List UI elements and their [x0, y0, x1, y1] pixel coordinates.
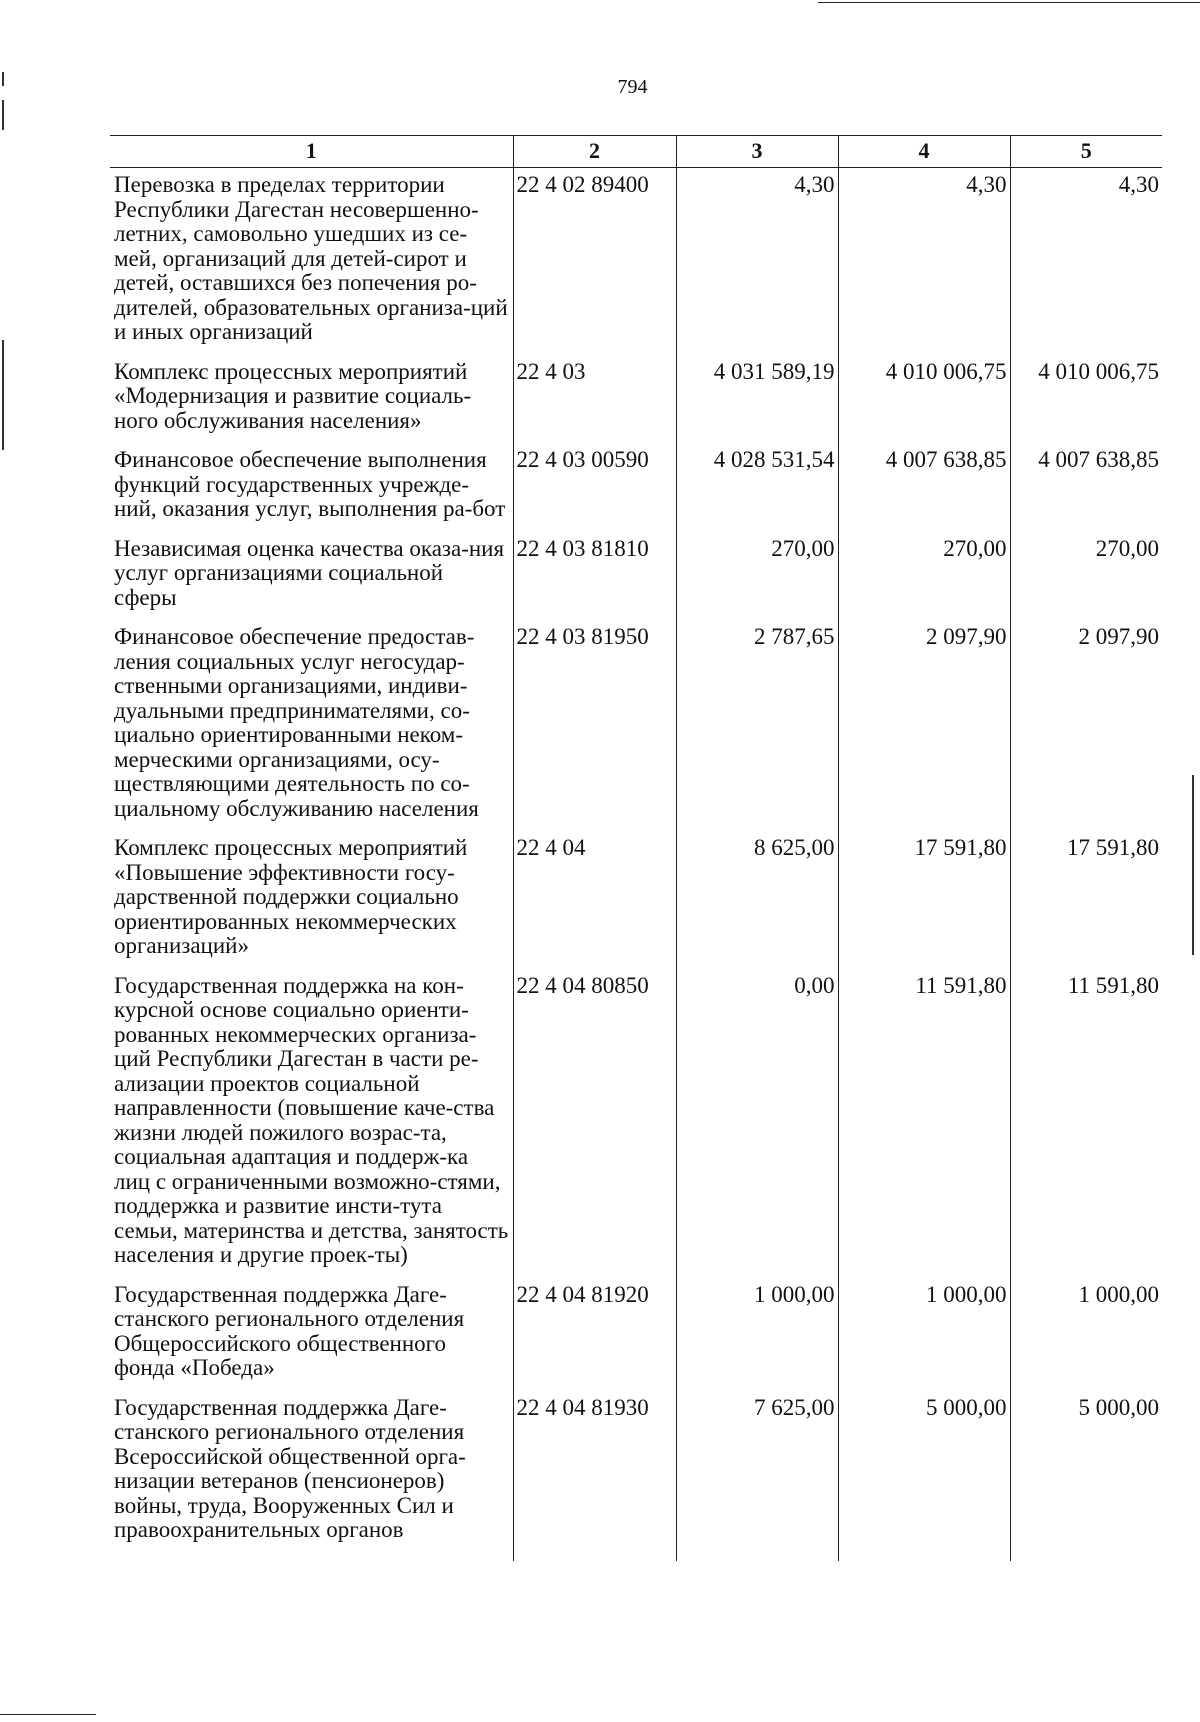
row-value-col5: 11 591,80 — [1010, 969, 1162, 1278]
row-value-col3: 270,00 — [676, 532, 838, 621]
row-name-cell: Государственная поддержка Даге-станского регионального отделения Всероссийской общественной орга-низации ветеранов (пенсионеров) войны, труда, Вооруженных Сил и правоохранительных органов — [114, 1394, 466, 1542]
row-name-cell: Государственная поддержка Даге-станского регионального отделения Общероссийского общественного фонда «Победа» — [114, 1281, 465, 1380]
row-value-col5: 2 097,90 — [1010, 620, 1162, 831]
row-value-col4: 270,00 — [838, 532, 1010, 621]
page-number: 794 — [617, 76, 648, 98]
table-row — [110, 532, 1162, 621]
row-value-col5: 17 591,80 — [1010, 831, 1162, 969]
row-value-col4: 2 097,90 — [838, 620, 1010, 831]
scan-edge-line-top — [818, 2, 1200, 3]
scan-edge-line-bottom — [0, 1714, 96, 1715]
scan-margin-mark — [2, 100, 4, 130]
row-value-col4: 4 007 638,85 — [838, 443, 1010, 532]
scan-margin-mark — [1192, 775, 1194, 955]
row-code-cell: 22 4 03 00590 — [513, 443, 676, 532]
row-code-cell: 22 4 04 81920 — [513, 1278, 676, 1391]
row-code-cell: 22 4 03 81810 — [513, 532, 676, 621]
column-header-3: 3 — [676, 136, 838, 168]
table-row — [110, 969, 1162, 1278]
row-name-cell: Независимая оценка качества оказа-ния услуг организациями социальной сферы — [114, 535, 505, 610]
row-code-cell: 22 4 04 80850 — [513, 969, 676, 1278]
row-value-col4: 4 010 006,75 — [838, 355, 1010, 444]
row-value-col3: 8 625,00 — [676, 831, 838, 969]
table-row — [110, 1391, 1162, 1561]
row-value-col3: 4,30 — [676, 168, 838, 355]
row-name-cell: Финансовое обеспечение предостав-ления социальных услуг негосудар-ственными организациями, индиви-дуальными предпринимателями, со-циально ориентированными неком-мерческими организациями, осу-ществляющими деятельность по со-циальному обслуживанию населения — [114, 624, 479, 821]
row-value-col3: 4 028 531,54 — [676, 443, 838, 532]
row-value-col3: 0,00 — [676, 969, 838, 1278]
table-row — [110, 831, 1162, 969]
row-name-cell: Финансовое обеспечение выполнения функций государственных учрежде-ний, оказания услуг, выполнения ра-бот — [114, 447, 506, 521]
row-value-col5: 4 010 006,75 — [1010, 355, 1162, 444]
column-header-2: 2 — [513, 136, 676, 168]
table-row — [110, 443, 1162, 532]
row-code-cell: 22 4 04 81930 — [513, 1391, 676, 1561]
table-header-row — [110, 136, 1162, 168]
row-name-cell: Государственная поддержка на кон-курсной основе социально ориенти-рованных некоммерческих организа-ций Республики Дагестан в части ре-ализации проектов социальной направленности (повышение каче-ства жизни людей пожилого возрас-та, социальная адаптация и поддерж-ка лиц с ограниченными возможно-стями, поддержка и развитие инсти-тута семьи, материнства и детства, занятость населения и другие проек-ты) — [114, 972, 509, 1267]
row-value-col4: 17 591,80 — [838, 831, 1010, 969]
row-code-cell: 22 4 04 — [513, 831, 676, 969]
row-name-cell: Комплекс процессных мероприятий «Повышение эффективности госу-дарственной поддержки социально ориентированных некоммерческих организаций» — [114, 835, 468, 958]
row-value-col3: 2 787,65 — [676, 620, 838, 831]
row-value-col4: 11 591,80 — [838, 969, 1010, 1278]
row-value-col3: 7 625,00 — [676, 1391, 838, 1561]
row-value-col5: 5 000,00 — [1010, 1391, 1162, 1561]
row-code-cell: 22 4 03 — [513, 355, 676, 444]
row-code-cell: 22 4 02 89400 — [513, 168, 676, 355]
scan-margin-mark — [2, 340, 4, 450]
column-header-1: 1 — [110, 136, 513, 168]
row-value-col5: 4,30 — [1010, 168, 1162, 355]
table-row — [110, 355, 1162, 444]
column-header-5: 5 — [1010, 136, 1162, 168]
row-value-col5: 4 007 638,85 — [1010, 443, 1162, 532]
row-value-col5: 270,00 — [1010, 532, 1162, 621]
table-row — [110, 620, 1162, 831]
row-value-col4: 5 000,00 — [838, 1391, 1010, 1561]
row-code-cell: 22 4 03 81950 — [513, 620, 676, 831]
table-row — [110, 1278, 1162, 1391]
row-value-col4: 1 000,00 — [838, 1278, 1010, 1391]
row-value-col5: 1 000,00 — [1010, 1278, 1162, 1391]
row-value-col4: 4,30 — [838, 168, 1010, 355]
row-value-col3: 1 000,00 — [676, 1278, 838, 1391]
row-value-col3: 4 031 589,19 — [676, 355, 838, 444]
column-header-4: 4 — [838, 136, 1010, 168]
budget-table — [110, 135, 1162, 1561]
row-name-cell: Перевозка в пределах территории Республики Дагестан несовершенно-летних, самовольно ушедших из се-мей, организаций для детей-сирот и детей, оставшихся без попечения ро-дителей, образовательных организа-ций и иных организаций — [114, 172, 508, 344]
row-name-cell: Комплекс процессных мероприятий «Модернизация и развитие социаль-ного обслуживания населения» — [114, 358, 472, 433]
table-row — [110, 168, 1162, 355]
